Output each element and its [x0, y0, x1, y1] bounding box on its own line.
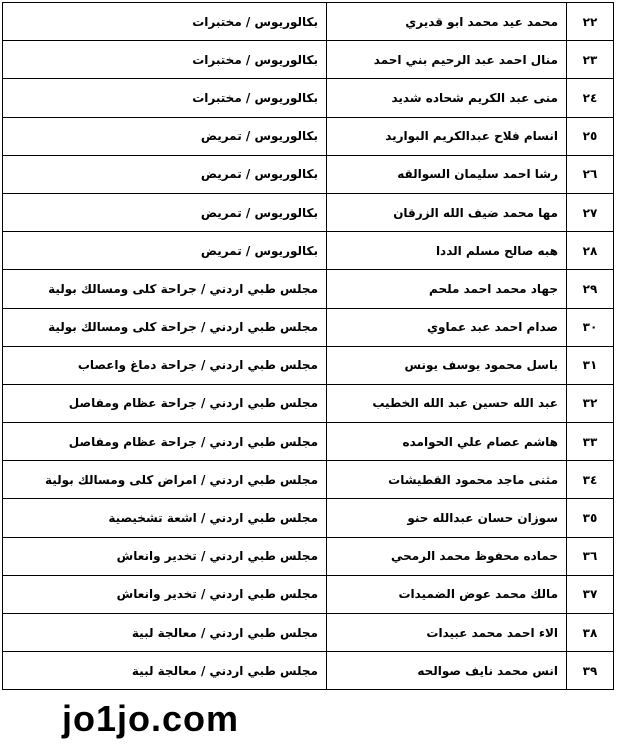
table-row	[3, 308, 614, 346]
table-row	[3, 575, 614, 613]
names-table	[2, 2, 614, 690]
table-row	[3, 461, 614, 499]
person-name: محمد عيد محمد ابو قديري	[327, 3, 567, 41]
table-row	[3, 652, 614, 690]
row-number: ٢٨	[567, 232, 614, 270]
specialization: بكالوريوس / تمريض	[3, 117, 327, 155]
specialization: مجلس طبي اردني / جراحة كلى ومسالك بولية	[3, 270, 327, 308]
specialization: مجلس طبي اردني / جراحة عظام ومفاصل	[3, 423, 327, 461]
person-name: الاء احمد محمد عبيدات	[327, 614, 567, 652]
table-row	[3, 117, 614, 155]
table-row	[3, 79, 614, 117]
table-row	[3, 232, 614, 270]
table-row	[3, 155, 614, 193]
person-name: انس محمد نايف صوالحه	[327, 652, 567, 690]
person-name: سوزان حسان عبدالله حنو	[327, 499, 567, 537]
row-number: ٣١	[567, 346, 614, 384]
row-number: ٣٧	[567, 575, 614, 613]
row-number: ٢٣	[567, 41, 614, 79]
row-number: ٣٦	[567, 537, 614, 575]
row-number: ٢٧	[567, 193, 614, 231]
row-number: ٣٣	[567, 423, 614, 461]
table-row	[3, 384, 614, 422]
table-row	[3, 346, 614, 384]
specialization: مجلس طبي اردني / جراحة كلى ومسالك بولية	[3, 308, 327, 346]
specialization: بكالوريوس / مختبرات	[3, 41, 327, 79]
person-name: مها محمد ضيف الله الزرقان	[327, 193, 567, 231]
row-number: ٢٢	[567, 3, 614, 41]
person-name: جهاد محمد احمد ملحم	[327, 270, 567, 308]
row-number: ٣٥	[567, 499, 614, 537]
row-number: ٣٢	[567, 384, 614, 422]
row-number: ٢٥	[567, 117, 614, 155]
specialization: مجلس طبي اردني / جراحة دماغ واعصاب	[3, 346, 327, 384]
table-row	[3, 614, 614, 652]
row-number: ٢٦	[567, 155, 614, 193]
person-name: منال احمد عبد الرحيم بني احمد	[327, 41, 567, 79]
person-name: مثنى ماجد محمود القطيشات	[327, 461, 567, 499]
specialization: بكالوريوس / تمريض	[3, 193, 327, 231]
table-row	[3, 3, 614, 41]
table-row	[3, 423, 614, 461]
specialization: بكالوريوس / مختبرات	[3, 3, 327, 41]
person-name: هاشم عصام علي الحوامده	[327, 423, 567, 461]
row-number: ٣٠	[567, 308, 614, 346]
row-number: ٣٤	[567, 461, 614, 499]
person-name: مالك محمد عوض الضميدات	[327, 575, 567, 613]
table-row	[3, 41, 614, 79]
specialization: مجلس طبي اردني / امراض كلى ومسالك بولية	[3, 461, 327, 499]
specialization: مجلس طبي اردني / تخدير وانعاش	[3, 537, 327, 575]
row-number: ٢٩	[567, 270, 614, 308]
site-watermark: jo1jo.com	[62, 698, 240, 739]
row-number: ٣٩	[567, 652, 614, 690]
table-row	[3, 270, 614, 308]
specialization: بكالوريوس / تمريض	[3, 232, 327, 270]
specialization: مجلس طبي اردني / تخدير وانعاش	[3, 575, 327, 613]
person-name: هبه صالح مسلم الددا	[327, 232, 567, 270]
person-name: انسام فلاح عبدالكريم البواريد	[327, 117, 567, 155]
row-number: ٣٨	[567, 614, 614, 652]
table-row	[3, 193, 614, 231]
person-name: منى عبد الكريم شحاده شديد	[327, 79, 567, 117]
row-number: ٢٤	[567, 79, 614, 117]
person-name: عبد الله حسين عبد الله الخطيب	[327, 384, 567, 422]
specialization: بكالوريوس / مختبرات	[3, 79, 327, 117]
specialization: بكالوريوس / تمريض	[3, 155, 327, 193]
person-name: رشا احمد سليمان السوالقه	[327, 155, 567, 193]
person-name: باسل محمود يوسف يونس	[327, 346, 567, 384]
specialization: مجلس طبي اردني / اشعة تشخيصية	[3, 499, 327, 537]
table-row	[3, 537, 614, 575]
specialization: مجلس طبي اردني / معالجة لبية	[3, 614, 327, 652]
person-name: صدام احمد عبد عماوي	[327, 308, 567, 346]
table-row	[3, 499, 614, 537]
specialization: مجلس طبي اردني / معالجة لبية	[3, 652, 327, 690]
specialization: مجلس طبي اردني / جراحة عظام ومفاصل	[3, 384, 327, 422]
person-name: حماده محفوظ محمد الرمحي	[327, 537, 567, 575]
